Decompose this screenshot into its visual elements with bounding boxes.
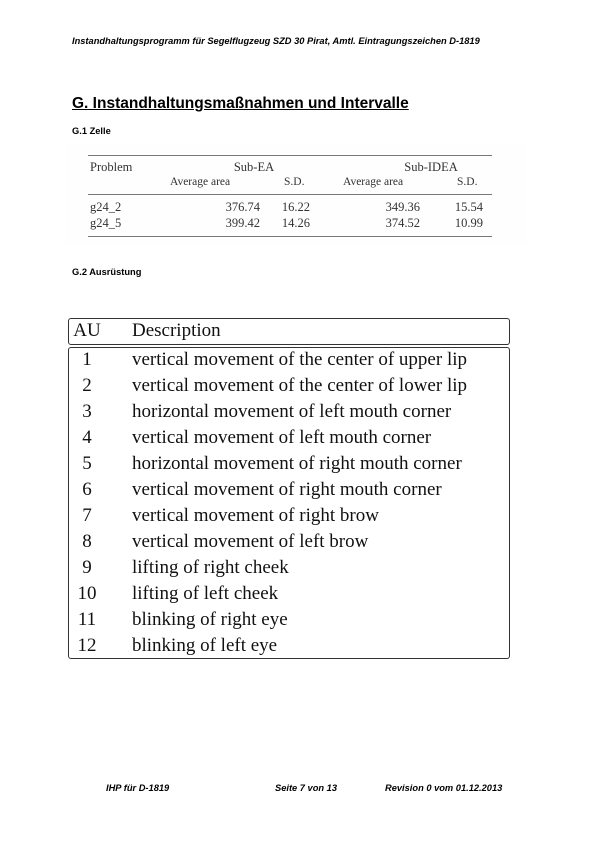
- au-number: 3: [82, 401, 92, 422]
- table-cell-ea-avg: 399.42: [225, 216, 260, 230]
- table-mid-rule: [88, 194, 492, 195]
- col-header-ea-sd: S.D.: [284, 176, 305, 188]
- au-description: lifting of left cheek: [132, 583, 279, 604]
- table-cell-ea-sd: 14.26: [281, 216, 310, 230]
- au-description: horizontal movement of right mouth corner: [132, 453, 462, 474]
- table-cell-idea-sd: 15.54: [454, 200, 483, 214]
- table-cell-ea-sd: 16.22: [281, 200, 310, 214]
- col-header-idea-sd: S.D.: [457, 176, 478, 188]
- au-description: blinking of left eye: [132, 635, 278, 656]
- footer-page-number: Seite 7 von 13: [275, 783, 338, 793]
- au-description: lifting of right cheek: [132, 557, 289, 578]
- au-number: 8: [82, 531, 92, 552]
- page-header: Instandhaltungsprogramm für Segelflugzeug SZD 30 Pirat, Amtl. Eintragungszeichen D-1819: [72, 36, 480, 46]
- au-description: horizontal movement of left mouth corner: [132, 401, 452, 422]
- table-cell-idea-avg: 374.52: [385, 216, 420, 230]
- col-header-problem: Problem: [90, 160, 133, 174]
- table-cell-problem: g24_2: [90, 200, 122, 214]
- au-number: 5: [82, 453, 92, 474]
- au-number: 11: [77, 609, 97, 630]
- au-description: vertical movement of right brow: [132, 505, 379, 526]
- au-description: vertical movement of left mouth corner: [132, 427, 432, 448]
- table-cell-problem: g24_5: [90, 216, 122, 230]
- col-header-description: Description: [132, 320, 221, 341]
- col-header-ea-average: Average area: [170, 176, 231, 188]
- col-group-sub-ea: Sub-EA: [233, 160, 275, 174]
- au-number: 1: [82, 349, 92, 370]
- statistics-table: [66, 145, 526, 245]
- au-number: 9: [82, 557, 92, 578]
- col-header-idea-average: Average area: [343, 176, 404, 188]
- col-group-sub-idea: Sub-IDEA: [404, 160, 458, 174]
- au-description: vertical movement of the center of upper lip: [132, 349, 468, 370]
- au-description: vertical movement of right mouth corner: [132, 479, 442, 500]
- au-number: 7: [82, 505, 92, 526]
- section-title: G. Instandhaltungsmaßnahmen und Intervalle: [72, 95, 409, 112]
- au-number: 10: [77, 583, 97, 604]
- au-description: blinking of right eye: [132, 609, 288, 630]
- table-cell-idea-avg: 349.36: [385, 200, 420, 214]
- table-bottom-rule: [88, 236, 492, 237]
- au-number: 6: [82, 479, 92, 500]
- footer-document-id: IHP für D-1819: [106, 783, 170, 793]
- au-number: 2: [82, 375, 92, 396]
- table-cell-ea-avg: 376.74: [225, 200, 260, 214]
- col-header-au: AU: [73, 320, 101, 341]
- au-number: 12: [77, 635, 97, 656]
- subsection-title-ausruestung: G.2 Ausrüstung: [72, 267, 142, 277]
- footer-revision: Revision 0 vom 01.12.2013: [385, 783, 503, 793]
- table-cell-idea-sd: 10.99: [454, 216, 483, 230]
- subsection-title-zelle: G.1 Zelle: [72, 126, 111, 136]
- au-description: vertical movement of left brow: [132, 531, 369, 552]
- table-top-rule: [88, 155, 492, 156]
- au-number: 4: [82, 427, 92, 448]
- au-description: vertical movement of the center of lower lip: [132, 375, 468, 396]
